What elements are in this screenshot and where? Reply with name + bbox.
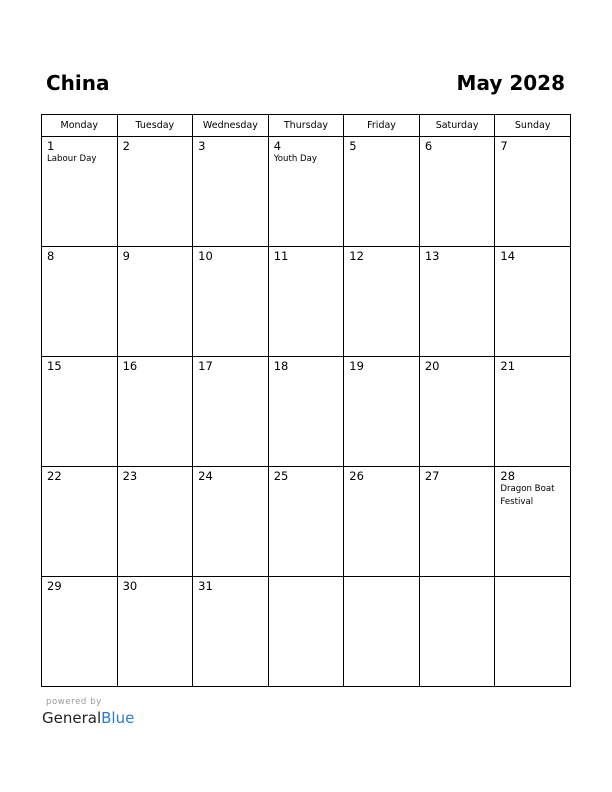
day-number: 11 — [273, 249, 289, 263]
day-number: 7 — [500, 139, 508, 153]
day-number: 22 — [47, 469, 62, 483]
day-number — [420, 577, 495, 580]
day-number: 29 — [47, 579, 62, 593]
day-cell — [268, 577, 344, 687]
day-number: 16 — [122, 359, 138, 373]
day-number: 18 — [273, 359, 289, 373]
day-number: 27 — [424, 469, 440, 483]
week-row — [42, 357, 571, 467]
day-number: 4 — [273, 139, 282, 153]
brand-logo — [42, 708, 134, 728]
day-number: 14 — [500, 249, 516, 263]
day-cell — [495, 247, 571, 357]
brand-name-part2: Blue — [101, 709, 135, 727]
holiday-label: Labour Day — [47, 154, 97, 164]
weekday-header: Saturday — [419, 115, 495, 137]
calendar-grid — [41, 114, 571, 687]
day-number: 24 — [198, 469, 213, 483]
day-number: 28 — [500, 469, 516, 483]
day-number: 20 — [424, 359, 440, 373]
day-cell — [419, 137, 495, 247]
day-number: 3 — [198, 139, 206, 153]
day-cell — [117, 137, 193, 247]
day-cell — [344, 577, 420, 687]
day-cell — [42, 577, 118, 687]
day-number: 17 — [198, 359, 213, 373]
weekday-header: Wednesday — [193, 115, 269, 137]
weekday-header: Thursday — [268, 115, 344, 137]
day-number: 30 — [122, 579, 138, 593]
day-number — [269, 577, 344, 580]
powered-by-label: powered by — [46, 697, 102, 707]
week-row — [42, 137, 571, 247]
day-number: 13 — [424, 249, 440, 263]
day-number: 2 — [122, 139, 130, 153]
day-cell — [42, 357, 118, 467]
week-row — [42, 577, 571, 687]
day-cell — [117, 247, 193, 357]
week-row — [42, 247, 571, 357]
day-cell — [193, 467, 269, 577]
day-cell — [495, 357, 571, 467]
weekday-header: Monday — [42, 115, 118, 137]
weekday-header: Tuesday — [117, 115, 193, 137]
day-cell — [268, 357, 344, 467]
day-cell — [344, 137, 420, 247]
day-cell — [42, 137, 118, 247]
day-cell — [419, 467, 495, 577]
month-year-title: May 2028 — [456, 71, 565, 95]
day-cell — [193, 247, 269, 357]
day-cell — [419, 577, 495, 687]
day-number: 12 — [349, 249, 364, 263]
calendar-body — [42, 137, 571, 687]
day-number: 31 — [198, 579, 213, 593]
day-number — [495, 577, 570, 580]
day-number: 1 — [47, 139, 55, 153]
day-number: 26 — [349, 469, 364, 483]
weekday-header: Sunday — [495, 115, 571, 137]
day-cell — [42, 247, 118, 357]
day-cell — [419, 247, 495, 357]
day-number: 25 — [273, 469, 289, 483]
day-number: 23 — [122, 469, 138, 483]
day-number: 10 — [198, 249, 213, 263]
day-cell — [193, 357, 269, 467]
day-cell — [419, 357, 495, 467]
day-cell — [193, 137, 269, 247]
day-cell — [344, 467, 420, 577]
holiday-label: Youth Day — [273, 154, 318, 164]
day-cell — [268, 137, 344, 247]
weekday-header-row — [42, 115, 571, 137]
day-cell — [117, 577, 193, 687]
day-cell — [117, 467, 193, 577]
holiday-label: Dragon Boat Festival — [500, 484, 555, 507]
country-title: China — [46, 71, 110, 95]
day-cell — [117, 357, 193, 467]
week-row — [42, 467, 571, 577]
day-number — [344, 577, 419, 580]
brand-name-part1: General — [42, 709, 102, 727]
day-number: 19 — [349, 359, 364, 373]
day-cell — [42, 467, 118, 577]
day-number: 9 — [122, 249, 130, 263]
day-number: 6 — [424, 139, 433, 153]
day-cell — [268, 467, 344, 577]
day-cell — [193, 577, 269, 687]
day-number: 8 — [47, 249, 55, 263]
day-cell — [495, 467, 571, 577]
day-number: 5 — [349, 139, 357, 153]
day-cell — [268, 247, 344, 357]
day-number: 21 — [500, 359, 516, 373]
day-cell — [495, 577, 571, 687]
day-cell — [344, 247, 420, 357]
weekday-header: Friday — [344, 115, 420, 137]
day-number: 15 — [47, 359, 62, 373]
day-cell — [344, 357, 420, 467]
day-cell — [495, 137, 571, 247]
